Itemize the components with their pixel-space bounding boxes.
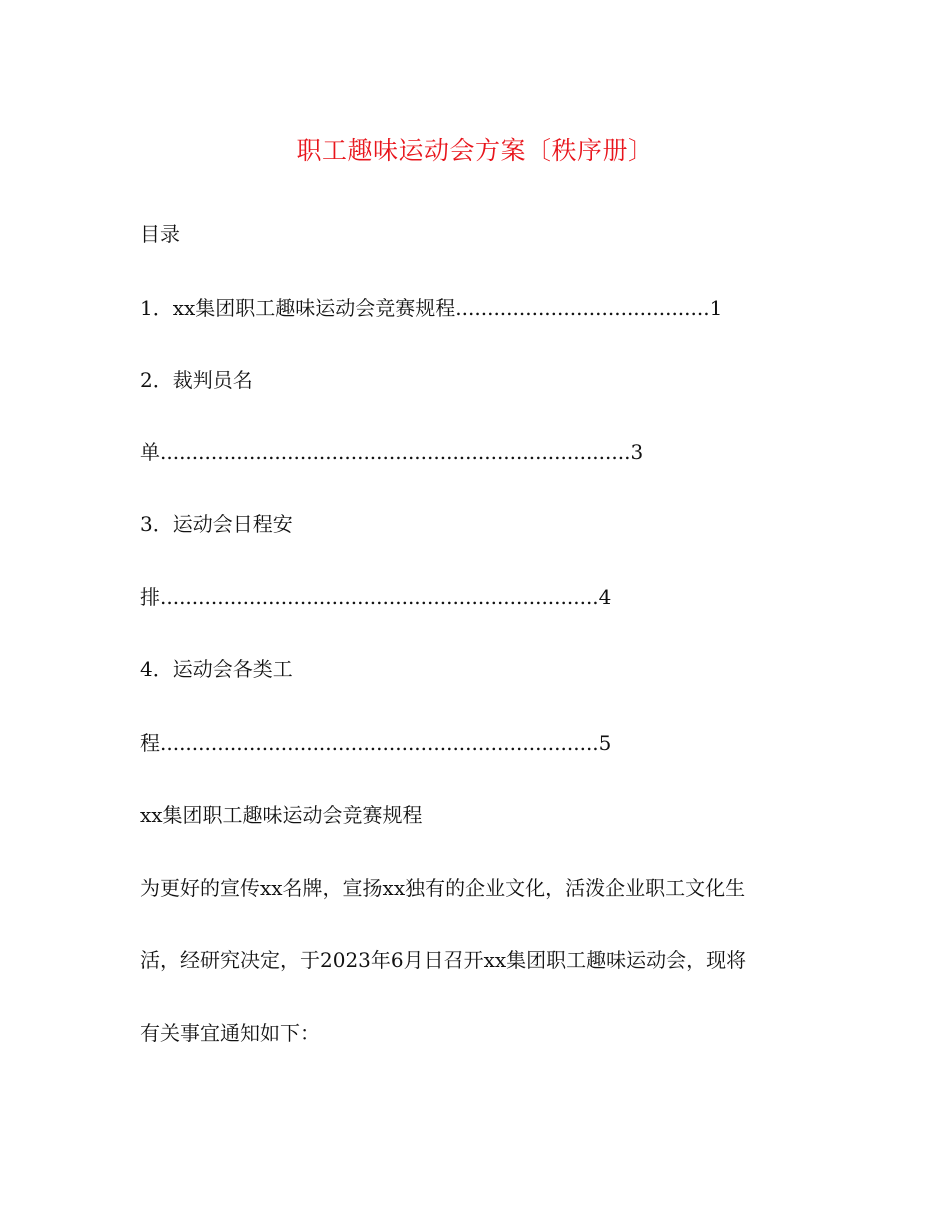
body-line-1: 为更好的宣传xx名牌，宣扬xx独有的企业文化，活泼企业职工文化生 [140,876,746,900]
toc-item-3-continuation[interactable] [140,583,611,611]
toc-item-dots: .......................................................................... [160,440,631,464]
toc-item-1[interactable] [140,294,722,322]
toc-heading: 目录 [140,222,180,246]
toc-item-3[interactable] [140,510,293,538]
toc-item-number: 4． [140,657,173,681]
toc-item-dots: ..................................................................... [160,731,599,755]
toc-item-dots: ..................................................................... [160,585,599,609]
document-title: 职工趣味运动会方案〔秩序册〕 [296,136,654,165]
toc-item-text: xx集团职工趣味运动会竞赛规程 [172,296,456,320]
toc-item-continuation: 排 [140,585,160,609]
body-line-2: 活，经研究决定，于2023年6月日召开xx集团职工趣味运动会，现将 [140,948,747,972]
toc-item-2[interactable] [140,366,253,394]
toc-item-dots: ........................................ [455,296,710,320]
toc-item-continuation: 程 [140,731,160,755]
toc-item-text: 运动会日程安 [172,512,293,536]
toc-item-2-continuation[interactable] [140,438,643,466]
toc-item-continuation: 单 [140,440,160,464]
toc-item-4[interactable] [140,655,293,683]
toc-item-number: 2． [140,368,173,392]
toc-item-text: 裁判员名 [172,368,253,392]
section-heading: xx集团职工趣味运动会竞赛规程 [140,803,423,827]
toc-item-number: 3． [140,512,173,536]
toc-item-4-continuation[interactable] [140,729,611,757]
toc-item-page: 3 [630,440,644,464]
toc-item-page: 5 [598,731,612,755]
toc-item-page: 1 [709,296,723,320]
toc-item-text: 运动会各类工 [172,657,293,681]
body-line-3: 有关事宜通知如下： [140,1021,320,1045]
toc-item-number: 1． [140,296,173,320]
toc-item-page: 4 [598,585,612,609]
